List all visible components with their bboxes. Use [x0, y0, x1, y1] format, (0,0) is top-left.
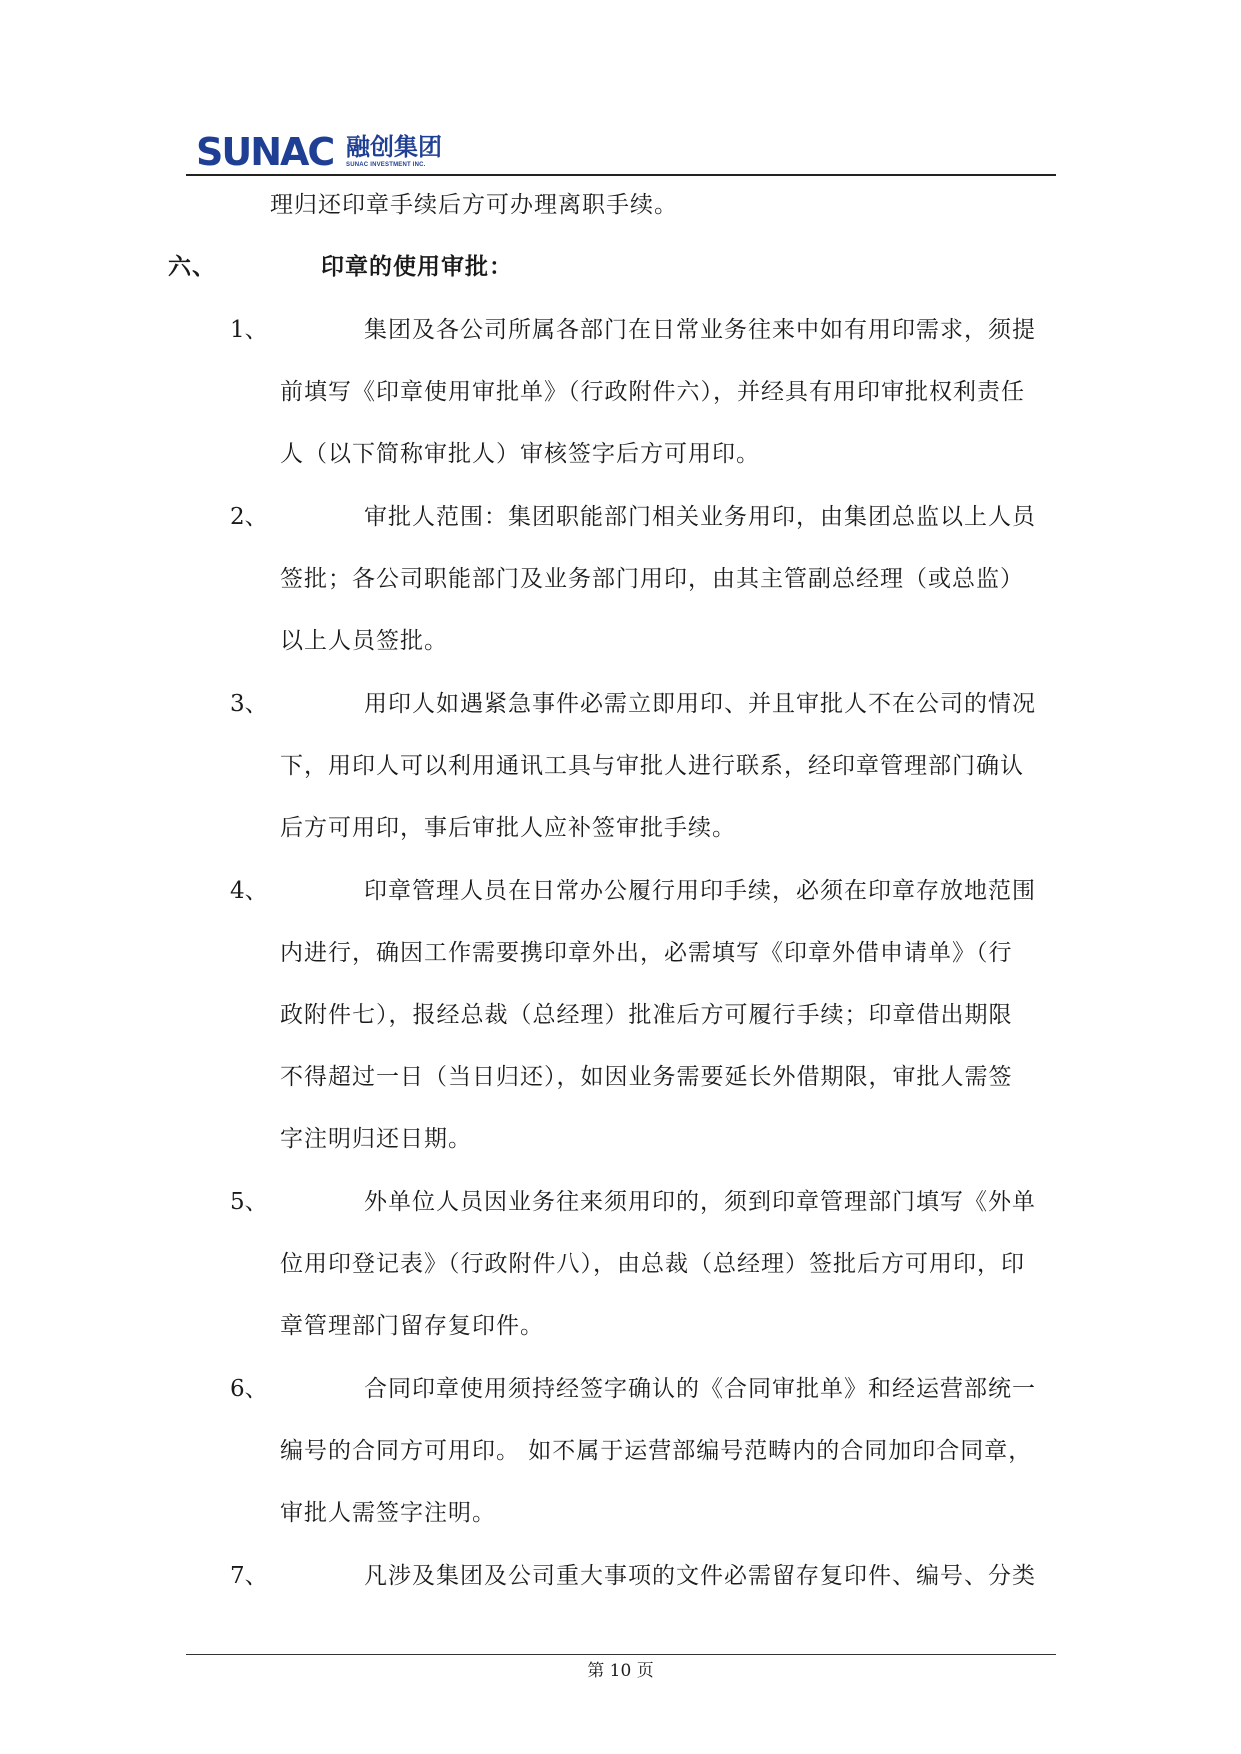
item-line: 前填写《印章使用审批单》（行政附件六），并经具有用印审批权利责任	[280, 379, 1025, 405]
item-line: 位用印登记表》（行政附件八），由总裁（总经理）签批后方可用印，印	[280, 1251, 1025, 1277]
item-line: 不得超过一日（当日归还），如因业务需要延长外借期限，审批人需签	[280, 1064, 1013, 1090]
item-number: 1、	[230, 317, 268, 343]
item-line: 签批；各公司职能部门及业务部门用印，由其主管副总经理（或总监）	[280, 566, 1024, 592]
section-title: 印章的使用审批：	[321, 253, 513, 280]
item-number: 7、	[230, 1563, 268, 1589]
header-rule	[186, 174, 1056, 176]
continuation-text: 理归还印章手续后方可办理离职手续。	[270, 192, 678, 218]
item-number: 2、	[230, 504, 268, 530]
item-number: 3、	[230, 691, 268, 717]
page-header	[186, 128, 1056, 176]
item-line: 凡涉及集团及公司重大事项的文件必需留存复印件、编号、分类	[364, 1563, 1036, 1589]
item-line: 外单位人员因业务往来须用印的，须到印章管理部门填写《外单	[364, 1189, 1036, 1215]
section-number: 六、	[168, 253, 216, 280]
item-line: 集团及各公司所属各部门在日常业务往来中如有用印需求，须提	[364, 317, 1036, 343]
logo-english-name: SUNAC INVESTMENT INC.	[346, 162, 426, 168]
item-line: 合同印章使用须持经签字确认的《合同审批单》和经运营部统一	[364, 1376, 1036, 1402]
item-line: 印章管理人员在日常办公履行用印手续，必须在印章存放地范围	[364, 878, 1036, 904]
logo-mark: SUNAC	[196, 130, 334, 174]
item-line: 审批人范围：集团职能部门相关业务用印，由集团总监以上人员	[364, 504, 1036, 530]
page-number: 第 10 页	[587, 1661, 654, 1681]
logo-chinese-name: 融创集团	[346, 133, 442, 161]
item-number: 6、	[230, 1376, 268, 1402]
item-number: 5、	[230, 1189, 268, 1215]
item-line: 审批人需签字注明。	[280, 1500, 496, 1526]
item-line: 编号的合同方可用印。 如不属于运营部编号范畴内的合同加印合同章，	[280, 1438, 1033, 1464]
item-number: 4、	[230, 878, 268, 904]
item-line: 下，用印人可以利用通讯工具与审批人进行联系，经印章管理部门确认	[280, 753, 1024, 779]
item-line: 章管理部门留存复印件。	[280, 1313, 544, 1339]
item-line: 字注明归还日期。	[280, 1126, 472, 1152]
item-line: 用印人如遇紧急事件必需立即用印、并且审批人不在公司的情况	[364, 691, 1036, 717]
item-line: 人（以下简称审批人）审核签字后方可用印。	[280, 441, 760, 467]
item-line: 内进行，确因工作需要携印章外出，必需填写《印章外借申请单》（行	[280, 940, 1013, 966]
footer-rule	[186, 1654, 1056, 1655]
item-line: 后方可用印，事后审批人应补签审批手续。	[280, 815, 736, 841]
item-line: 政附件七），报经总裁（总经理）批准后方可履行手续；印章借出期限	[280, 1002, 1013, 1028]
item-line: 以上人员签批。	[280, 628, 448, 654]
